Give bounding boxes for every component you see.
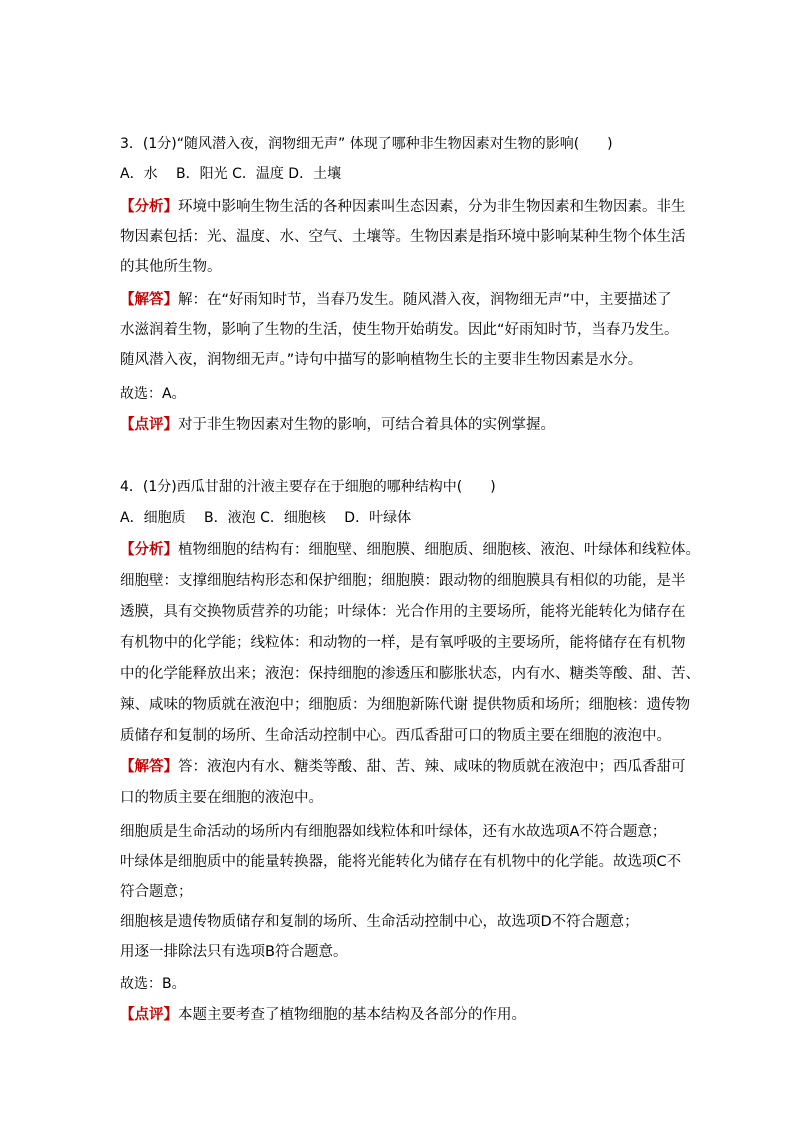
q3-stem-text: 3．(1分)“随风潜入夜，润物细无声” 体现了哪种非生物因素对生物的影响( ): [120, 136, 613, 152]
question-4-options: [120, 509, 680, 527]
q4-analysis-line-3: 透膜，具有交换物质营养的功能；叶绿体：光合作用的主要场所，能将光能转化为储存在: [120, 604, 686, 620]
q4-options-text: A．细胞质 B．液泡 C．细胞核 D．叶绿体: [120, 510, 412, 526]
q4-analysis-line-5: 中的化学能释放出来；液泡：保持细胞的渗透压和膨胀状态，内有水、糖类等酸、甜、苦、: [120, 666, 700, 682]
analysis-tag: 【分析】: [120, 199, 178, 215]
q4-note-line-4: 细胞核是遗传物质储存和复制的场所、生命活动控制中心，故选项D不符合题意；: [120, 914, 639, 930]
q3-choice-text: 故选：A。: [120, 386, 186, 402]
q4-note-line-1: 细胞质是生命活动的场所内有细胞器如线粒体和叶绿体，还有水故选项A不符合题意；: [120, 824, 667, 840]
q4-analysis-line-4: 有机物中的化学能；线粒体：和动物的一样，是有氧呼吸的主要场所，能将储存在有机物: [120, 635, 686, 651]
q4-answer: [120, 757, 686, 808]
q4-answer-line-2: 口的物质主要在细胞的液泡中。: [120, 790, 323, 806]
comment-tag: 【点评】: [120, 417, 178, 433]
q4-choice: [120, 975, 680, 993]
q4-answer-line-1: 【解答】答：液泡内有水、糖类等酸、甜、苦、辣、咸味的物质就在液泡中；西瓜香甜可: [120, 759, 686, 775]
q3-comment: [120, 415, 680, 435]
q3-options-text: A．水 B．阳光 C．温度 D．土壤: [120, 166, 342, 182]
q3-answer-line-2: 水滋润着生物，影响了生物的生活，使生物开始萌发。因此“好雨知时节，当春乃发生。: [120, 322, 679, 338]
q4-comment: [120, 1005, 680, 1025]
q4-note-line-2: 叶绿体是细胞质中的能量转换器，能将光能转化为储存在有机物中的化学能。故选项C不: [120, 854, 682, 870]
q3-analysis-line-3: 的其他所生物。: [120, 259, 222, 275]
q4-analysis-line-7: 质储存和复制的场所、生命活动控制中心。西瓜香甜可口的物质主要在细胞的液泡中。: [120, 728, 671, 744]
q4-analysis: [120, 540, 700, 746]
question-3-stem: [120, 135, 680, 153]
q3-analysis: [120, 197, 686, 277]
q4-analysis-line-6: 辣、咸味的物质就在液泡中；细胞质：为细胞新陈代谢 提供物质和场所；细胞核：遗传物: [120, 697, 691, 713]
q3-answer-line-3: 随风潜入夜，润物细无声。”诗句中描写的影响植物生长的主要非生物因素是水分。: [120, 352, 643, 368]
comment-tag: 【点评】: [120, 1007, 178, 1023]
q3-comment-line: 【点评】对于非生物因素对生物的影响，可结合着具体的实例掌握。: [120, 417, 555, 433]
question-3-options: [120, 165, 680, 183]
question-4-stem: [120, 478, 680, 496]
q3-analysis-line-2: 物因素包括：光、温度、水、空气、土壤等。生物因素是指环境中影响某种生物个体生活: [120, 229, 686, 245]
q3-answer: [120, 290, 680, 370]
answer-tag: 【解答】: [120, 292, 178, 308]
q3-answer-line-1: 【解答】解：在“好雨知时节，当春乃发生。随风潜入夜，润物细无声”中，主要描述了: [120, 292, 672, 308]
q4-comment-line: 【点评】本题主要考查了植物细胞的基本结构及各部分的作用。: [120, 1007, 526, 1023]
q3-analysis-line-1: 【分析】环境中影响生物生活的各种因素叫生态因素，分为非生物因素和生物因素。非生: [120, 199, 686, 215]
analysis-tag: 【分析】: [120, 542, 178, 558]
q3-choice: [120, 385, 680, 403]
q4-note-line-3: 符合题意；: [120, 884, 193, 900]
q4-note-line-5: 用逐一排除法只有选项B符合题意。: [120, 944, 348, 960]
q4-stem-text: 4．(1分)西瓜甘甜的汁液主要存在于细胞的哪种结构中( ): [120, 479, 496, 495]
q4-analysis-line-2: 细胞壁：支撑细胞结构形态和保护细胞；细胞膜：跟动物的细胞膜具有相似的功能，是半: [120, 573, 686, 589]
q4-choice-text: 故选：B。: [120, 976, 186, 992]
q4-analysis-line-1: 【分析】植物细胞的结构有：细胞壁、细胞膜、细胞质、细胞核、液泡、叶绿体和线粒体。: [120, 542, 700, 558]
answer-tag: 【解答】: [120, 759, 178, 775]
q4-notes: [120, 822, 680, 962]
